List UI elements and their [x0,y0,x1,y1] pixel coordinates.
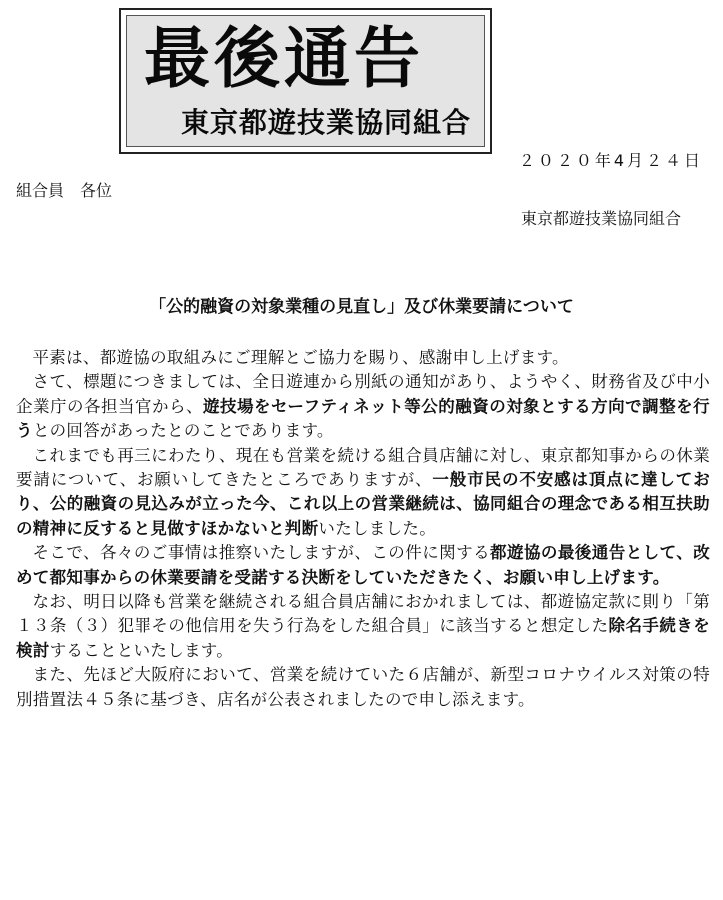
text-span: これまでも再三にわたり、現在も営業を続ける組合員店舗に対し、東京都知事からの休業要請について、お願いしてきたところでありますが、 [16,445,710,490]
paragraph [16,663,710,712]
text-span: との回答があったとのことであります。 [32,421,334,441]
paragraph [16,346,710,370]
paragraph [16,444,710,542]
text-span: 平素は、都遊協の取組みにご理解とご協力を賜り、感謝申し上げます。 [32,348,569,367]
bold-text-span: 遊技場をセーフティネット等公的融資の対象とする方向で調整を行う [16,396,710,441]
sender: 東京都遊技業協同組合 [520,209,681,228]
title-box [119,8,492,154]
bold-text-span: 一般市民の不安感は頂点に達しており、公的融資の見込みが立った今、これ以上の営業継続は、協同組合の理念である相互扶助の精神に反すると見做すほかないと判断 [16,470,710,538]
body-text [16,346,710,712]
bold-text-span: 除名手続きを検討 [16,616,710,660]
text-span: そこで、各々のご事情は推察いたしますが、この件に関する [32,543,491,563]
document-date: ２０２０年4月２４日 [518,151,703,170]
title-panel [126,15,485,147]
paragraph [16,590,710,663]
organization-subtitle: 東京都遊技業協同組合 [181,106,472,139]
text-span: さて、標題につきましては、全日遊連から別紙の通知があり、ようやく、財務省及び中小企業庁の各担当官から、 [16,372,710,416]
notice-title: 最後通告 [144,20,424,97]
text-span: することといたします。 [49,640,234,660]
bold-text-span: 都遊協の最後通告として、改めて都知事からの休業要請を受諾する決断をしていただきたく、お願い申し上げます。 [16,543,710,587]
text-span: なお、明日以降も営業を継続される組合員店舗におかれましては、都遊協定款に則り「第１３条（３）犯罪その他信用を失う行為をした組合員」に該当すると想定した [16,592,710,636]
text-span: いたしました。 [318,518,437,538]
text-span: また、先ほど大阪府において、営業を続けていた６店舗が、新型コロナウイルス対策の特別措置法４５条に基づき、店名が公表されましたので申し添えます。 [16,665,710,709]
paragraph [16,541,710,590]
recipients: 組合員 各位 [16,181,113,200]
paragraph [16,370,710,443]
subject-heading: 「公的融資の対象業種の見直し」及び休業要請について [149,297,574,317]
